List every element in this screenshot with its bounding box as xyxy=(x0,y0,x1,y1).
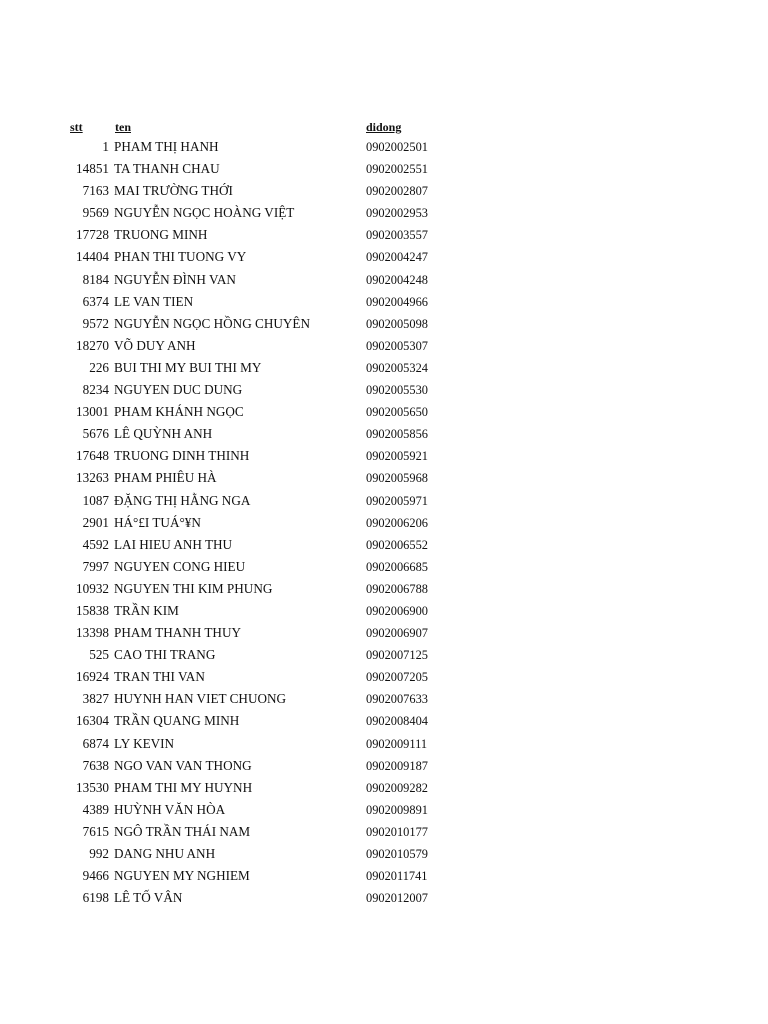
ten-cell: PHAM KHÁNH NGỌC xyxy=(114,404,244,420)
didong-cell: 0902007633 xyxy=(366,692,428,707)
table-row xyxy=(0,469,768,491)
table-row xyxy=(0,337,768,359)
didong-cell: 0902005921 xyxy=(366,449,428,464)
table-row xyxy=(0,226,768,248)
didong-cell: 0902002551 xyxy=(366,162,428,177)
ten-cell: LAI HIEU ANH THU xyxy=(114,536,233,552)
stt-cell: 1087 xyxy=(82,492,109,508)
table-row xyxy=(0,536,768,558)
ten-cell: LÊ TỐ VÂN xyxy=(114,890,183,906)
stt-cell: 226 xyxy=(89,359,109,375)
table-row xyxy=(0,668,768,690)
stt-cell: 9569 xyxy=(82,205,109,221)
stt-cell: 8234 xyxy=(82,382,109,398)
stt-cell: 4592 xyxy=(82,536,109,552)
table-row xyxy=(0,514,768,536)
ten-cell: NGUYEN MY NGHIEM xyxy=(114,868,250,884)
didong-cell: 0902005856 xyxy=(366,427,428,442)
ten-cell: NGO VAN VAN THONG xyxy=(114,757,252,773)
table-row xyxy=(0,690,768,712)
column-header-stt: stt xyxy=(70,120,83,134)
didong-cell: 0902005971 xyxy=(366,493,428,508)
stt-cell: 7163 xyxy=(82,183,109,199)
didong-cell: 0902008404 xyxy=(366,714,428,729)
didong-cell: 0902005098 xyxy=(366,316,428,331)
ten-cell: NGUYEN DUC DUNG xyxy=(114,382,243,398)
ten-cell: LÊ QUỲNH ANH xyxy=(114,426,213,442)
table-row xyxy=(0,580,768,602)
table-row xyxy=(0,138,768,160)
ten-cell: NGUYỄN NGỌC HỒNG CHUYÊN xyxy=(114,315,310,331)
didong-cell: 0902005968 xyxy=(366,471,428,486)
stt-cell: 17728 xyxy=(76,227,109,243)
table-row xyxy=(0,602,768,624)
header-row xyxy=(0,118,768,138)
stt-cell: 13398 xyxy=(76,625,109,641)
stt-cell: 9466 xyxy=(82,868,109,884)
didong-cell: 0902009282 xyxy=(366,780,428,795)
table-row xyxy=(0,889,768,911)
ten-cell: NGÔ TRẦN THÁI NAM xyxy=(114,823,251,839)
table-row xyxy=(0,757,768,779)
ten-cell: NGUYỄN ĐÌNH VAN xyxy=(114,271,236,287)
stt-cell: 15838 xyxy=(76,602,109,618)
stt-cell: 13263 xyxy=(76,470,109,486)
stt-cell: 4389 xyxy=(82,801,109,817)
stt-cell: 16304 xyxy=(76,713,109,729)
didong-cell: 0902006552 xyxy=(366,537,428,552)
didong-cell: 0902002807 xyxy=(366,184,428,199)
table-row xyxy=(0,867,768,889)
didong-cell: 0902010177 xyxy=(366,824,428,839)
ten-cell: PHAN THI TUONG VY xyxy=(114,249,247,265)
ten-cell: PHAM PHIÊU HÀ xyxy=(114,470,217,486)
ten-cell: NGUYEN THI KIM PHUNG xyxy=(114,580,273,596)
table-row xyxy=(0,801,768,823)
table-row xyxy=(0,403,768,425)
table-row xyxy=(0,712,768,734)
table-row xyxy=(0,315,768,337)
didong-cell: 0902009891 xyxy=(366,802,428,817)
didong-cell: 0902004966 xyxy=(366,294,428,309)
ten-cell: VÕ DUY ANH xyxy=(114,337,196,353)
ten-cell: HÁ°£I TUÁ°¥N xyxy=(114,514,201,530)
didong-cell: 0902011741 xyxy=(366,869,428,884)
didong-cell: 0902005650 xyxy=(366,405,428,420)
didong-cell: 0902006907 xyxy=(366,626,428,641)
stt-cell: 10932 xyxy=(76,580,109,596)
ten-cell: DANG NHU ANH xyxy=(114,846,216,861)
table-row xyxy=(0,558,768,580)
ten-cell: LY KEVIN xyxy=(114,735,175,751)
stt-cell: 18270 xyxy=(76,337,109,353)
didong-cell: 0902002501 xyxy=(366,140,428,154)
didong-cell: 0902005307 xyxy=(366,338,428,353)
didong-cell: 0902009111 xyxy=(366,736,428,751)
stt-cell: 7638 xyxy=(82,757,109,773)
didong-cell: 0902003557 xyxy=(366,228,428,243)
didong-cell: 0902005324 xyxy=(366,360,428,375)
table-row xyxy=(0,204,768,226)
didong-cell: 0902006206 xyxy=(366,515,428,530)
ten-cell: TA THANH CHAU xyxy=(114,161,220,177)
ten-cell: TRẦN KIM xyxy=(114,602,179,618)
table-row xyxy=(0,293,768,315)
table-row xyxy=(0,624,768,646)
didong-cell: 0902009187 xyxy=(366,758,428,773)
column-header-ten: ten xyxy=(115,120,131,134)
table-row xyxy=(0,735,768,757)
stt-cell: 3827 xyxy=(82,691,109,707)
table-row xyxy=(0,425,768,447)
ten-cell: MAI TRƯỜNG THỚI xyxy=(114,183,233,199)
ten-cell: HUYNH HAN VIET CHUONG xyxy=(114,691,287,707)
ten-cell: NGUYEN CONG HIEU xyxy=(114,558,246,574)
ten-cell: NGUYỄN NGỌC HOÀNG VIỆT xyxy=(114,205,295,221)
didong-cell: 0902006788 xyxy=(366,581,428,596)
didong-cell: 0902007205 xyxy=(366,670,428,685)
ten-cell: PHAM THI MY HUYNH xyxy=(114,779,253,795)
stt-cell: 14404 xyxy=(76,249,109,265)
didong-cell: 0902002953 xyxy=(366,206,428,221)
stt-cell: 1 xyxy=(102,139,109,154)
ten-cell: HUỲNH VĂN HÒA xyxy=(114,801,226,817)
table-row xyxy=(0,779,768,801)
ten-cell: TRUONG MINH xyxy=(114,227,208,243)
didong-cell: 0902007125 xyxy=(366,648,428,663)
ten-cell: TRẦN QUANG MINH xyxy=(114,713,240,729)
didong-cell: 0902004247 xyxy=(366,250,428,265)
stt-cell: 7997 xyxy=(82,558,109,574)
ten-cell: ĐẶNG THỊ HẰNG NGA xyxy=(114,492,251,508)
ten-cell: LE VAN TIEN xyxy=(114,293,194,309)
table-row xyxy=(0,492,768,514)
table-row xyxy=(0,646,768,668)
didong-cell: 0902005530 xyxy=(366,383,428,398)
stt-cell: 5676 xyxy=(82,426,109,442)
ten-cell: TRUONG DINH THINH xyxy=(114,448,250,464)
table-row xyxy=(0,160,768,182)
stt-cell: 6374 xyxy=(82,293,109,309)
table-row xyxy=(0,381,768,403)
table-row xyxy=(0,359,768,381)
ten-cell: BUI THI MY BUI THI MY xyxy=(114,359,262,375)
column-header-didong: didong xyxy=(366,120,402,134)
contact-sheet xyxy=(0,118,768,911)
stt-cell: 14851 xyxy=(76,161,109,177)
ten-cell: CAO THI TRANG xyxy=(114,647,216,663)
stt-cell: 6874 xyxy=(82,735,109,751)
didong-cell: 0902006900 xyxy=(366,603,428,618)
stt-cell: 7615 xyxy=(82,823,109,839)
stt-cell: 6198 xyxy=(82,890,109,906)
didong-cell: 0902004248 xyxy=(366,272,428,287)
table-row xyxy=(0,823,768,845)
stt-cell: 17648 xyxy=(76,448,109,464)
table-row xyxy=(0,248,768,270)
ten-cell: TRAN THI VAN xyxy=(114,669,205,685)
stt-cell: 8184 xyxy=(82,271,109,287)
table-body xyxy=(0,138,768,911)
didong-cell: 0902010579 xyxy=(366,847,428,861)
table-row xyxy=(0,182,768,204)
table-row xyxy=(0,447,768,469)
stt-cell: 13530 xyxy=(76,779,109,795)
stt-cell: 13001 xyxy=(76,404,109,420)
stt-cell: 992 xyxy=(89,846,109,861)
ten-cell: PHAM THANH THUY xyxy=(114,625,242,641)
didong-cell: 0902006685 xyxy=(366,559,428,574)
didong-cell: 0902012007 xyxy=(366,891,428,906)
table-row xyxy=(0,271,768,293)
stt-cell: 16924 xyxy=(76,669,109,685)
stt-cell: 525 xyxy=(89,647,109,663)
ten-cell: PHAM THỊ HANH xyxy=(114,139,219,154)
stt-cell: 9572 xyxy=(82,315,109,331)
stt-cell: 2901 xyxy=(82,514,109,530)
table-row xyxy=(0,845,768,867)
